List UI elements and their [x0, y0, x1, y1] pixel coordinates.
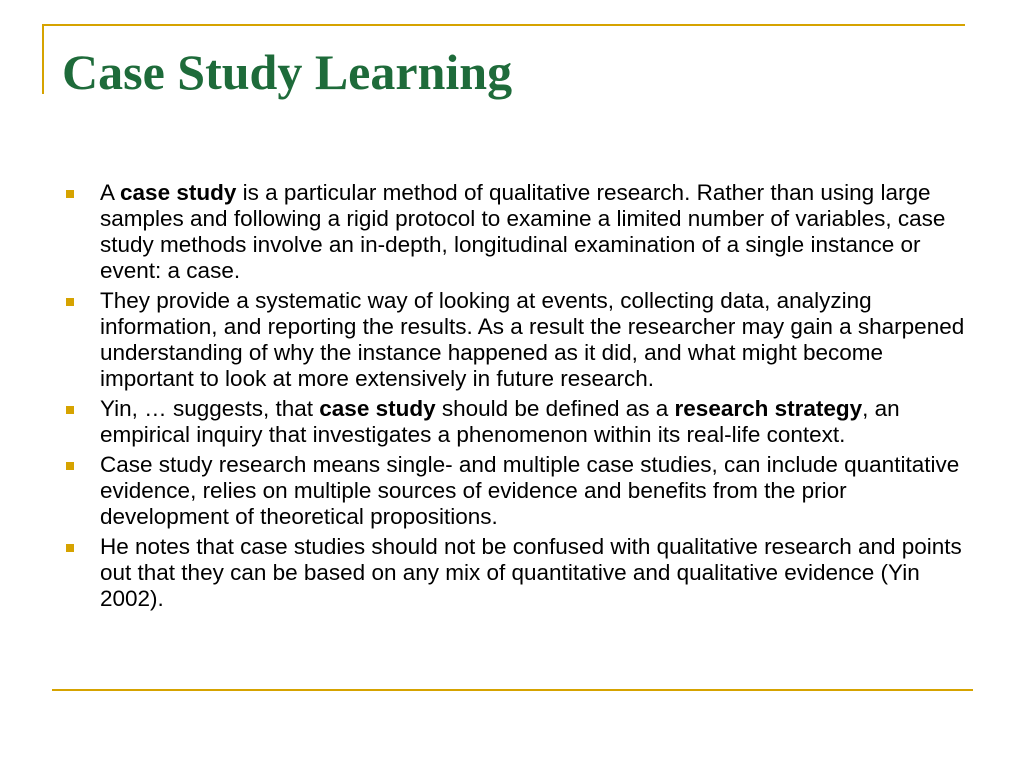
text-segment: They provide a systematic way of looking at events, collecting data, analyzing information, and reporting the results. As a result the researcher may gain a sharpened understanding of why the instance happened as it did, and what might become important to look at more extensively in future research. [100, 288, 965, 391]
square-bullet-icon [66, 298, 74, 306]
text-segment: He notes that case studies should not be confused with qualitative research and points out that they can be based on any mix of quantitative and qualitative evidence (Yin 2002). [100, 534, 962, 611]
text-segment: is a particular method of qualitative research. Rather than using large samples and following a rigid protocol to examine a limited number of variables, case study methods involve an in-depth, longitudinal examination of a single instance or event: a case. [100, 180, 946, 283]
square-bullet-icon [66, 462, 74, 470]
text-segment: Case study research means single- and multiple case studies, can include quantitative evidence, relies on multiple sources of evidence and benefits from the prior development of theoretical propositions. [100, 452, 960, 529]
bold-term: research strategy [674, 396, 863, 421]
square-bullet-icon [66, 406, 74, 414]
list-item [100, 180, 970, 284]
list-item [100, 288, 970, 392]
top-rule [42, 24, 965, 26]
list-item [100, 534, 970, 612]
square-bullet-icon [66, 544, 74, 552]
list-item [100, 396, 970, 448]
bold-term: case study [120, 180, 237, 205]
bottom-rule [52, 689, 973, 691]
text-segment: Yin, … suggests, that [100, 396, 320, 421]
bullet-list [100, 180, 970, 616]
left-rule [42, 24, 44, 94]
list-item [100, 452, 970, 530]
text-segment: A [100, 180, 121, 205]
slide-title: Case Study Learning [62, 44, 513, 100]
bold-term: case study [319, 396, 436, 421]
square-bullet-icon [66, 190, 74, 198]
text-segment: should be defined as a [435, 396, 675, 421]
text-segment: , an empirical inquiry that investigates a phenomenon within its real-life context. [100, 396, 900, 447]
